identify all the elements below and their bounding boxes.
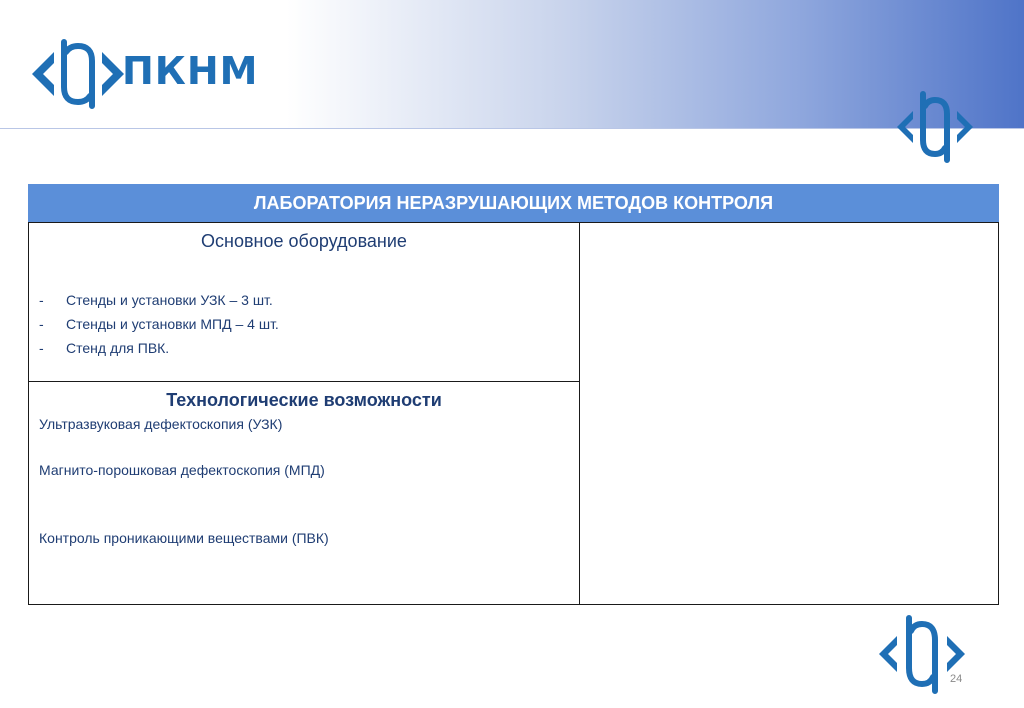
list-item — [39, 312, 279, 336]
list-bullet: - — [39, 340, 44, 356]
list-bullet: - — [39, 316, 44, 332]
page-number: 24 — [950, 673, 963, 685]
list-item — [39, 288, 279, 312]
list-bullet: - — [39, 292, 44, 308]
list-item-text: Стенд для ПВК. — [66, 340, 170, 356]
list-item — [39, 336, 279, 360]
logo-emblem-icon — [28, 32, 128, 112]
equipment-cell — [28, 222, 580, 382]
header-divider — [0, 128, 1024, 129]
capabilities-cell — [28, 381, 580, 605]
list-item-text: Стенды и установки МПД – 4 шт. — [66, 316, 279, 332]
table-title: ЛАБОРАТОРИЯ НЕРАЗРУШАЮЩИХ МЕТОДОВ КОНТРОЛЯ — [28, 184, 999, 222]
corner-emblem-icon — [895, 88, 975, 166]
equipment-list — [39, 288, 279, 360]
capability-item: Магнито-порошковая дефектоскопия (МПД) — [39, 462, 325, 478]
capability-item: Контроль проникающими веществами (ПВК) — [39, 530, 329, 546]
lab-table — [28, 184, 999, 604]
logo-wordmark: ПКНМ — [122, 49, 259, 93]
capabilities-heading: Технологические возможности — [166, 390, 442, 410]
equipment-heading: Основное оборудование — [201, 231, 407, 251]
list-item-text: Стенды и установки УЗК – 3 шт. — [66, 292, 273, 308]
empty-image-cell — [579, 222, 999, 605]
capability-item: Ультразвуковая дефектоскопия (УЗК) — [39, 416, 283, 432]
